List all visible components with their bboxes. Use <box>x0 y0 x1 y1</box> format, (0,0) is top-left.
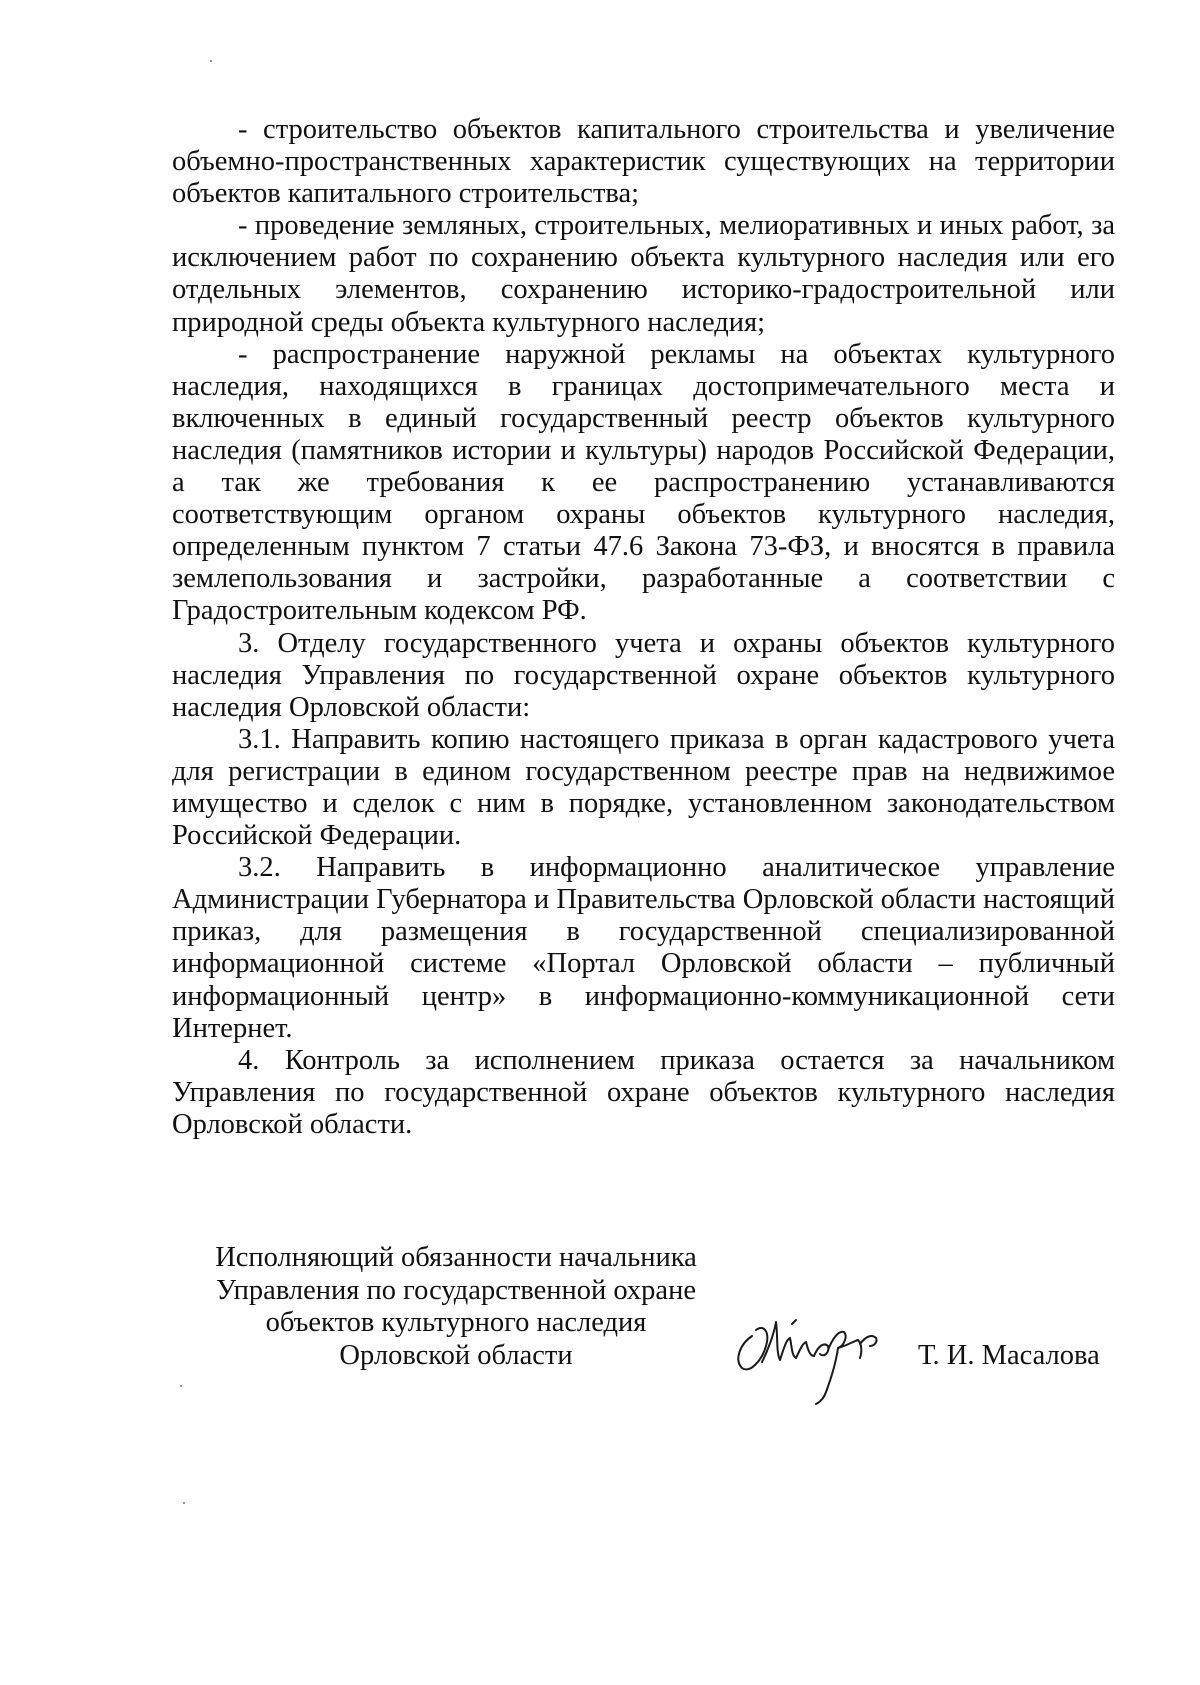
scan-artifact <box>210 60 212 62</box>
paragraph-item-3-2: 3.2. Направить в информационно аналитическое управление Администрации Губернатора и Правительства Орловской области настоящий приказ, для размещения в государственной специализированной информационной системе «Портал Орловской области – публичный информационный центр» в информационно-коммуникационной сети Интернет. <box>172 852 1115 1044</box>
scan-artifact <box>180 1385 182 1387</box>
signatory-position-line: Исполняющий обязанности начальника <box>215 1242 697 1273</box>
signatory-position <box>180 1242 732 1372</box>
paragraph-item-3-1: 3.1. Направить копию настоящего приказа в орган кадастрового учета для регистрации в едином государственном реестре прав на недвижимое имущество и сделок с ним в порядке, установленном законодательством Российской Федерации. <box>172 723 1115 852</box>
signatory-position-line: Управления по государственной охране <box>216 1274 696 1306</box>
paragraph-item-4: 4. Контроль за исполнением приказа остается за начальником Управления по государственной охране объектов культурного наследия Орловской области. <box>172 1044 1115 1140</box>
handwritten-signature <box>722 1300 892 1410</box>
paragraph-construction: - строительство объектов капитального строительства и увеличение объемно-пространственных характеристик существующих на территории объектов капитального строительства; <box>172 114 1115 210</box>
signatory-position-line: объектов культурного наследия <box>265 1307 647 1338</box>
paragraph-earthworks: - проведение земляных, строительных, мелиоративных и иных работ, за исключением работ по сохранению объекта культурного наследия или его отдельных элементов, сохранению историко-градостроительной или природной среды объекта культурного наследия; <box>172 210 1115 338</box>
paragraph-item-3: 3. Отделу государственного учета и охраны объектов культурного наследия Управления по государственной охране объектов культурного наследия Орловской области: <box>172 627 1115 723</box>
paragraph-outdoor-advertising: - распространение наружной рекламы на объектах культурного наследия, находящихся в границах достопримечательного места и включенных в единый государственный реестр объектов культурного наследия (памятников истории и культуры) народов Российской Федерации, а так же требования к ее распространению устанавливаются соответствующим органом охраны объектов культурного наследия, определенным пунктом 7 статьи 47.6 Закона 73-ФЗ, и вносятся в правила землепользования и застройки, разработанные а соответствии с Градостроительным кодексом РФ. <box>172 338 1115 627</box>
scan-artifact <box>183 1502 185 1504</box>
signatory-name: Т. И. Масалова <box>918 1340 1100 1371</box>
signatory-position-line: Орловской области <box>339 1339 573 1371</box>
document-body <box>172 114 1115 1141</box>
